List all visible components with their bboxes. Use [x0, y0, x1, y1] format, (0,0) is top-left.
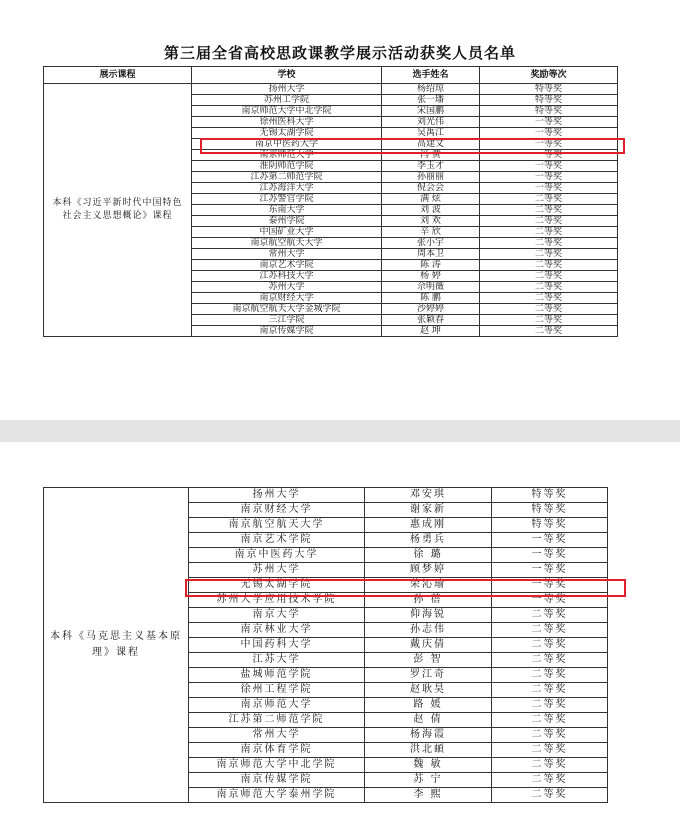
award-cell: 一等奖 — [492, 563, 608, 578]
award-cell: 二等奖 — [492, 638, 608, 653]
school-cell: 南京中医药大学 — [192, 139, 382, 150]
school-cell: 南京航空航天大学 — [189, 518, 365, 533]
award-cell: 二等奖 — [492, 788, 608, 803]
school-cell: 东南大学 — [192, 205, 382, 216]
highlight-box-2 — [185, 579, 626, 597]
award-cell: 二等奖 — [480, 326, 618, 337]
school-cell: 江苏警官学院 — [192, 194, 382, 205]
contestant-cell: 刘 欢 — [382, 216, 480, 227]
award-cell: 一等奖 — [480, 150, 618, 161]
award-cell: 二等奖 — [492, 743, 608, 758]
contestant-cell: 辛 欣 — [382, 227, 480, 238]
contestant-cell: 洪北頔 — [365, 743, 492, 758]
award-cell: 一等奖 — [492, 548, 608, 563]
school-cell: 三江学院 — [192, 315, 382, 326]
school-cell: 扬州大学 — [192, 84, 382, 95]
school-cell: 南京财经大学 — [192, 293, 382, 304]
award-cell: 二等奖 — [480, 194, 618, 205]
school-cell: 无锡太湖学院 — [189, 578, 365, 593]
contestant-cell: 宋国鹏 — [382, 106, 480, 117]
contestant-cell: 佘明薇 — [382, 282, 480, 293]
contestant-cell: 仰海锐 — [365, 608, 492, 623]
school-cell: 南京传媒学院 — [189, 773, 365, 788]
contestant-cell: 杨海霞 — [365, 728, 492, 743]
contestant-cell: 刘 波 — [382, 205, 480, 216]
contestant-cell: 满 炫 — [382, 194, 480, 205]
contestant-cell: 李玉才 — [382, 161, 480, 172]
school-cell: 南京中医药大学 — [189, 548, 365, 563]
award-cell: 一等奖 — [480, 172, 618, 183]
document-title: 第三届全省高校思政课教学展示活动获奖人员名单 — [163, 44, 516, 62]
contestant-cell: 惠成刚 — [365, 518, 492, 533]
award-cell: 二等奖 — [480, 304, 618, 315]
award-cell: 二等奖 — [480, 238, 618, 249]
contestant-cell: 彭 智 — [365, 653, 492, 668]
award-cell: 二等奖 — [480, 205, 618, 216]
contestant-cell: 孙 蓓 — [365, 593, 492, 608]
award-cell: 二等奖 — [480, 227, 618, 238]
award-cell: 一等奖 — [480, 183, 618, 194]
school-cell: 江苏海洋大学 — [192, 183, 382, 194]
table-row — [44, 488, 608, 503]
award-cell: 二等奖 — [492, 698, 608, 713]
contestant-cell: 荣沁瑜 — [365, 578, 492, 593]
award-cell: 特等奖 — [492, 518, 608, 533]
school-cell: 南京航空航天大学金城学院 — [192, 304, 382, 315]
contestant-cell: 路 媛 — [365, 698, 492, 713]
school-cell: 常州大学 — [192, 249, 382, 260]
contestant-cell: 戴庆倩 — [365, 638, 492, 653]
award-cell: 二等奖 — [492, 713, 608, 728]
school-cell: 淮阴师范学院 — [192, 161, 382, 172]
school-cell: 南京师范大学中北学院 — [189, 758, 365, 773]
award-cell: 二等奖 — [492, 758, 608, 773]
school-cell: 中国药科大学 — [189, 638, 365, 653]
school-cell: 南京师范大学中北学院 — [192, 106, 382, 117]
school-cell: 无锡太湖学院 — [192, 128, 382, 139]
award-cell: 一等奖 — [480, 128, 618, 139]
contestant-cell: 杨勇兵 — [365, 533, 492, 548]
school-cell: 苏州大学应用技术学院 — [189, 593, 365, 608]
school-cell: 苏州大学 — [189, 563, 365, 578]
award-cell: 二等奖 — [480, 249, 618, 260]
award-cell: 二等奖 — [492, 683, 608, 698]
school-cell: 南京艺术学院 — [192, 260, 382, 271]
award-cell: 二等奖 — [480, 315, 618, 326]
contestant-cell: 冯 黄 — [382, 150, 480, 161]
school-cell: 南京财经大学 — [189, 503, 365, 518]
course-cell: 本科《习近平新时代中国特色社会主义思想概论》课程 — [44, 84, 192, 337]
school-cell: 南京大学 — [189, 608, 365, 623]
page-separator — [0, 420, 680, 442]
school-cell: 中国矿业大学 — [192, 227, 382, 238]
school-cell: 盐城师范学院 — [189, 668, 365, 683]
school-cell: 徐州工程学院 — [189, 683, 365, 698]
award-cell: 特等奖 — [492, 503, 608, 518]
contestant-cell: 张一璠 — [382, 95, 480, 106]
contestant-cell: 李 熙 — [365, 788, 492, 803]
contestant-cell: 吴禹江 — [382, 128, 480, 139]
contestant-cell: 徐 璐 — [365, 548, 492, 563]
award-cell: 二等奖 — [480, 282, 618, 293]
school-cell: 江苏科技大学 — [192, 271, 382, 282]
award-cell: 二等奖 — [480, 293, 618, 304]
contestant-cell: 赵 倩 — [365, 713, 492, 728]
contestant-cell: 孙志伟 — [365, 623, 492, 638]
school-cell: 常州大学 — [189, 728, 365, 743]
award-cell: 特等奖 — [480, 95, 618, 106]
contestant-cell: 杨 婷 — [382, 271, 480, 282]
school-cell: 徐州医科大学 — [192, 117, 382, 128]
header-school: 学校 — [192, 67, 382, 84]
contestant-cell: 苏 宁 — [365, 773, 492, 788]
contestant-cell: 陈 鹏 — [382, 293, 480, 304]
award-cell: 特等奖 — [480, 84, 618, 95]
award-cell: 一等奖 — [492, 578, 608, 593]
contestant-cell: 罗江奇 — [365, 668, 492, 683]
award-cell: 二等奖 — [492, 728, 608, 743]
award-table-2 — [43, 487, 608, 803]
award-cell: 二等奖 — [492, 608, 608, 623]
contestant-cell: 周本卫 — [382, 249, 480, 260]
school-cell: 江苏大学 — [189, 653, 365, 668]
school-cell: 南京师范大学 — [189, 698, 365, 713]
highlight-box-1 — [200, 138, 625, 154]
school-cell: 南京艺术学院 — [189, 533, 365, 548]
table-row — [44, 84, 618, 95]
contestant-cell: 赵耿昊 — [365, 683, 492, 698]
award-cell: 二等奖 — [492, 623, 608, 638]
school-cell: 南京师范大学 — [192, 150, 382, 161]
contestant-cell: 顾梦婷 — [365, 563, 492, 578]
contestant-cell: 孙丽丽 — [382, 172, 480, 183]
course-cell: 本科《马克思主义基本原理》课程 — [44, 488, 189, 803]
award-cell: 二等奖 — [480, 271, 618, 282]
school-cell: 南京师范大学泰州学院 — [189, 788, 365, 803]
contestant-cell: 魏 敏 — [365, 758, 492, 773]
award-cell: 二等奖 — [480, 260, 618, 271]
header-award: 奖励等次 — [480, 67, 618, 84]
award-cell: 一等奖 — [492, 533, 608, 548]
contestant-cell: 谢家新 — [365, 503, 492, 518]
contestant-cell: 杨绍琼 — [382, 84, 480, 95]
award-cell: 一等奖 — [480, 117, 618, 128]
school-cell: 扬州大学 — [189, 488, 365, 503]
award-cell: 二等奖 — [480, 216, 618, 227]
header-course: 展示课程 — [44, 67, 192, 84]
school-cell: 泰州学院 — [192, 216, 382, 227]
contestant-cell: 张小宇 — [382, 238, 480, 249]
award-cell: 一等奖 — [492, 593, 608, 608]
school-cell: 南京传媒学院 — [192, 326, 382, 337]
award-cell: 特等奖 — [480, 106, 618, 117]
school-cell: 南京林业大学 — [189, 623, 365, 638]
contestant-cell: 张颖春 — [382, 315, 480, 326]
award-cell: 二等奖 — [492, 668, 608, 683]
award-cell: 一等奖 — [480, 161, 618, 172]
school-cell: 江苏第二师范学院 — [189, 713, 365, 728]
contestant-cell: 沙婷婷 — [382, 304, 480, 315]
contestant-cell: 高建文 — [382, 139, 480, 150]
contestant-cell: 刘光伟 — [382, 117, 480, 128]
school-cell: 苏州工学院 — [192, 95, 382, 106]
school-cell: 苏州大学 — [192, 282, 382, 293]
award-cell: 一等奖 — [480, 139, 618, 150]
award-cell: 二等奖 — [492, 653, 608, 668]
award-cell: 特等奖 — [492, 488, 608, 503]
school-cell: 南京航空航天大学 — [192, 238, 382, 249]
contestant-cell: 赵 坤 — [382, 326, 480, 337]
contestant-cell: 陈 涛 — [382, 260, 480, 271]
award-cell: 二等奖 — [492, 773, 608, 788]
school-cell: 江苏第二师范学院 — [192, 172, 382, 183]
school-cell: 南京体育学院 — [189, 743, 365, 758]
header-name: 选手姓名 — [382, 67, 480, 84]
contestant-cell: 邓安琪 — [365, 488, 492, 503]
contestant-cell: 倪会会 — [382, 183, 480, 194]
table-header-row — [44, 67, 618, 84]
award-table-1 — [43, 66, 618, 337]
